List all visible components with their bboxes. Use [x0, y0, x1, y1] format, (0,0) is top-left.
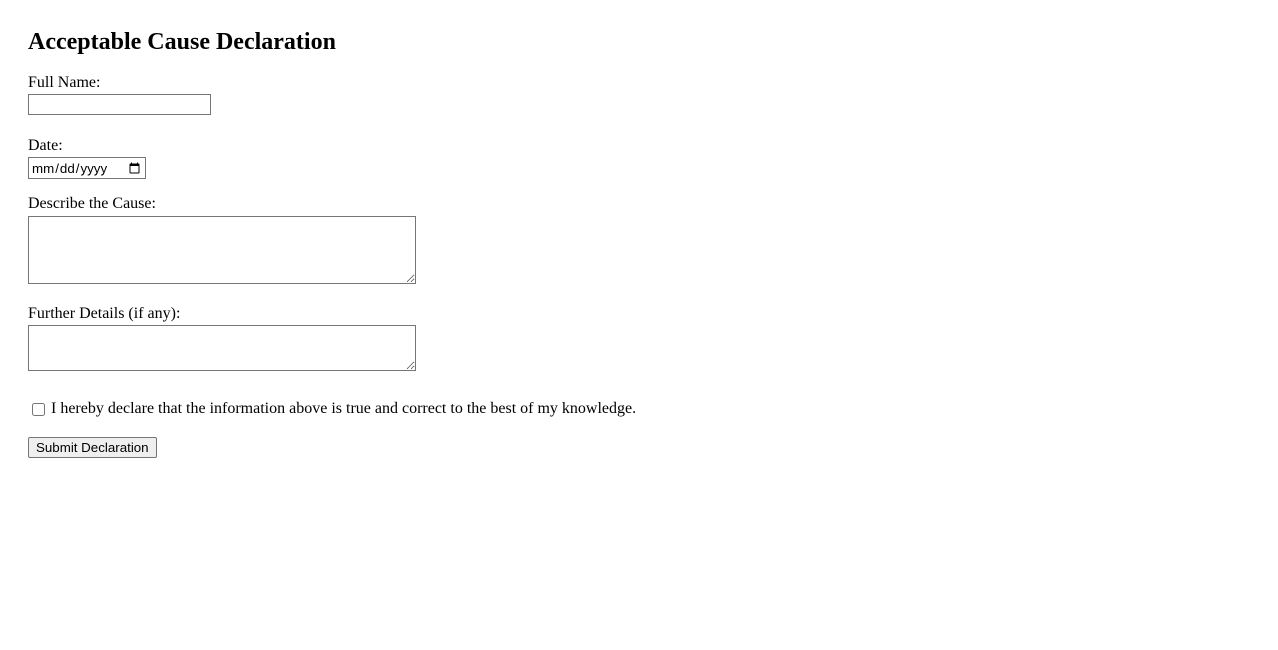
cause-field-group: [28, 195, 1250, 288]
submit-declaration-button[interactable]: Submit Declaration: [28, 437, 157, 458]
cause-textarea[interactable]: [28, 216, 416, 284]
details-field-group: [28, 305, 1250, 376]
date-field-group: [28, 137, 1250, 179]
full-name-input[interactable]: [28, 94, 211, 115]
details-textarea[interactable]: [28, 325, 416, 371]
declaration-row: [28, 400, 1250, 418]
declaration-checkbox[interactable]: [32, 403, 45, 416]
date-label: Date:: [28, 136, 63, 154]
cause-label: Describe the Cause:: [28, 195, 156, 213]
declaration-text: I hereby declare that the information above is true and correct to the best of my knowledge.: [51, 400, 637, 418]
date-input[interactable]: [28, 157, 146, 179]
full-name-label: Full Name:: [28, 73, 101, 91]
page-title: Acceptable Cause Declaration: [28, 29, 336, 55]
details-label: Further Details (if any):: [28, 304, 181, 322]
full-name-field-group: [28, 74, 1250, 115]
